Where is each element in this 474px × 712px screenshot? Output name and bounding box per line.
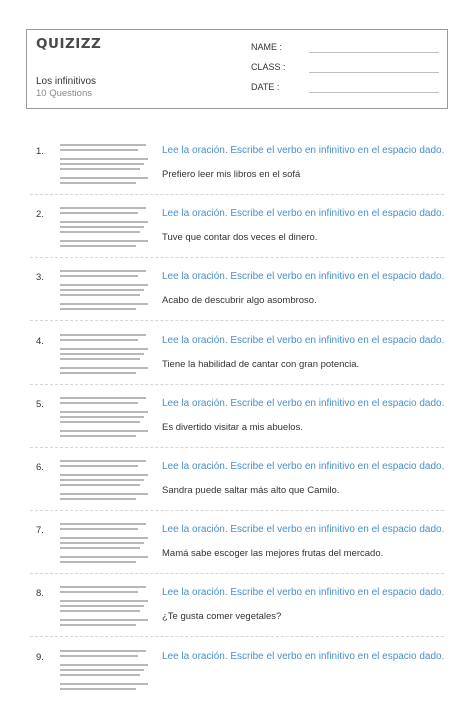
- question-instruction: Lee la oración. Escribe el verbo en infinitivo en el espacio dado.: [162, 334, 445, 346]
- question-sentence: Mamá sabe escoger las mejores frutas del mercado.: [162, 548, 384, 560]
- question-item: [0, 209, 474, 269]
- question-number: 6.: [36, 462, 44, 473]
- class-label: CLASS :: [251, 62, 286, 72]
- question-instruction: Lee la oración. Escribe el verbo en infinitivo en el espacio dado.: [162, 587, 445, 599]
- question-instruction: Lee la oración. Escribe el verbo en infinitivo en el espacio dado.: [162, 650, 445, 662]
- question-sentence: ¿Te gusta comer vegetales?: [162, 611, 282, 623]
- question-divider: [30, 384, 444, 385]
- question-item: [0, 525, 474, 585]
- question-divider: [30, 510, 444, 511]
- question-divider: [30, 320, 444, 321]
- question-number: 5.: [36, 398, 44, 410]
- fine-print-note: [60, 650, 150, 693]
- class-field[interactable]: [251, 62, 286, 72]
- quizizz-logo: QUIZIZZ: [36, 36, 102, 52]
- question-item: [0, 146, 474, 206]
- question-item: [0, 399, 474, 459]
- question-number: 7.: [36, 525, 44, 537]
- question-number: 8.: [36, 588, 44, 600]
- date-field[interactable]: [251, 82, 279, 92]
- question-item: [0, 588, 474, 648]
- fine-print-note: [60, 460, 150, 503]
- question-divider: [30, 447, 444, 448]
- question-instruction: Lee la oración. Escribe el verbo en infinitivo en el espacio dado.: [162, 271, 445, 283]
- question-instruction: Lee la oración. Escribe el verbo en infinitivo en el espacio dado.: [162, 461, 445, 472]
- question-sentence: Tiene la habilidad de cantar con gran potencia.: [162, 358, 360, 370]
- question-count: 10 Questions: [36, 88, 92, 99]
- worksheet-title: Los infinitivos: [36, 76, 97, 87]
- question-divider: [30, 636, 444, 637]
- fine-print-note: [60, 586, 150, 629]
- question-sentence: Es divertido visitar a mis abuelos.: [162, 421, 303, 433]
- fine-print-note: [60, 397, 150, 440]
- question-number: 3.: [36, 272, 44, 284]
- question-number: 2.: [36, 209, 44, 221]
- date-line: [309, 92, 439, 93]
- question-number: 1.: [36, 146, 44, 157]
- date-label: DATE :: [251, 82, 280, 92]
- fine-print-note: [60, 334, 150, 377]
- name-label: NAME :: [251, 42, 283, 52]
- question-item: [0, 652, 474, 712]
- question-number: 4.: [36, 335, 44, 347]
- fine-print-note: [60, 144, 150, 187]
- question-sentence: Sandra puede saltar más alto que Camilo.: [162, 485, 340, 496]
- worksheet-header: [26, 29, 448, 109]
- question-divider: [30, 257, 444, 258]
- question-divider: [30, 194, 444, 195]
- question-instruction: Lee la oración. Escribe el verbo en infinitivo en el espacio dado.: [162, 208, 445, 220]
- question-item: [0, 462, 474, 522]
- question-divider: [30, 573, 444, 574]
- question-number: 9.: [36, 651, 44, 663]
- question-item: [0, 272, 474, 332]
- question-sentence: Acabo de descubrir algo asombroso.: [162, 295, 317, 307]
- name-field[interactable]: [251, 42, 282, 52]
- question-instruction: Lee la oración. Escribe el verbo en infinitivo en el espacio dado.: [162, 524, 445, 536]
- class-line: [309, 72, 439, 73]
- fine-print-note: [60, 207, 150, 250]
- question-item: [0, 336, 474, 396]
- name-line: [309, 52, 439, 53]
- fine-print-note: [60, 523, 150, 566]
- fine-print-note: [60, 270, 150, 313]
- question-instruction: Lee la oración. Escribe el verbo en infinitivo en el espacio dado.: [162, 145, 445, 156]
- question-instruction: Lee la oración. Escribe el verbo en infinitivo en el espacio dado.: [162, 397, 445, 409]
- question-sentence: Tuve que contar dos veces el dinero.: [162, 232, 318, 244]
- question-sentence: Prefiero leer mis libros en el sofá: [162, 169, 301, 180]
